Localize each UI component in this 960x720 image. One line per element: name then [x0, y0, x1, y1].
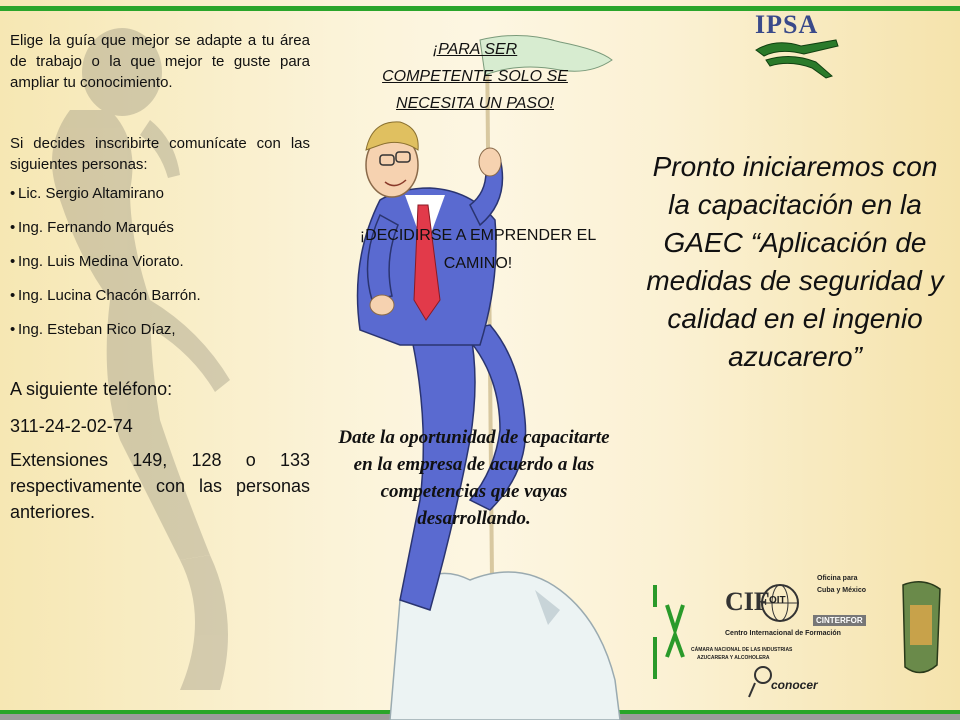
list-item: • Ing. Fernando Marqués — [18, 219, 310, 236]
list-item: • Ing. Esteban Rico Díaz, — [18, 321, 310, 338]
partner-logos — [645, 575, 945, 705]
cif-caption: Centro Internacional de Formación — [725, 630, 841, 637]
cinterfor-logo: CINTERFOR — [813, 615, 866, 626]
camara-line: CÁMARA NACIONAL DE LAS INDUSTRIAS — [691, 647, 793, 653]
list-item: • Ing. Lucina Chacón Barrón. — [18, 287, 310, 304]
list-item: • Lic. Sergio Altamirano — [18, 185, 310, 202]
ipsa-logo-text: IPSA — [755, 10, 819, 39]
slogan — [350, 36, 600, 117]
contact-list — [10, 185, 310, 338]
slogan-line: NECESITA UN PASO! — [396, 95, 554, 112]
phone-number: 311-24-2-02-74 — [10, 416, 133, 436]
cif-logo: CIF — [725, 587, 770, 616]
slogan-line: COMPETENTE SOLO SE — [382, 68, 568, 85]
camara-line: AZUCARERA Y ALCOHOLERA — [697, 655, 770, 661]
intro-paragraph: Elige la guía que mejor se adapte a tu área de trabajo o la que mejor te guste para ampliar tu conocimiento. — [10, 32, 310, 91]
extensions-text: Extensiones 149, 128 o 133 respectivamente con las personas anteriores. — [10, 450, 310, 522]
oit-logo: OIT — [769, 595, 786, 606]
phone-label: A siguiente teléfono: — [10, 379, 173, 399]
contact-intro: Si decides inscribirte comunícate con las siguientes personas: — [10, 135, 310, 173]
opportunity-text: Date la oportunidad de capacitarte en la empresa de acuerdo a las competencias que vayas desarrollando. — [338, 427, 610, 529]
slogan-line: ¡PARA SER — [432, 41, 518, 58]
left-column — [10, 30, 310, 525]
oficina-line: Oficina para — [817, 575, 858, 582]
decide-text: ¡DECIDIRSE A EMPRENDER EL CAMINO! — [359, 227, 597, 272]
oficina-line: Cuba y México — [817, 587, 867, 594]
announcement-text: Pronto iniciaremos con la capacitación en la GAEC “Aplicación de medidas de seguridad y calidad en el ingenio azucarero” — [646, 151, 944, 372]
list-item: • Ing. Luis Medina Viorato. — [18, 253, 310, 270]
conocer-logo: conocer — [771, 678, 818, 692]
